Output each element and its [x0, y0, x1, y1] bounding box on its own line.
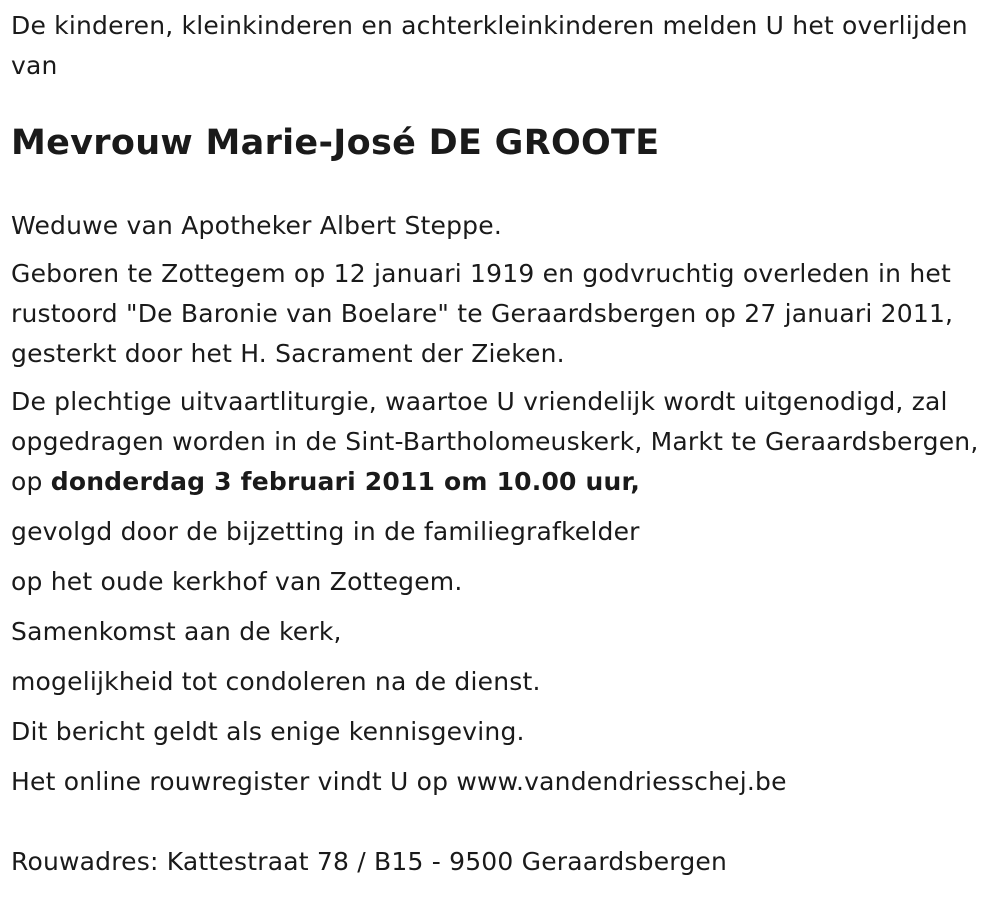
gathering-line: Samenkomst aan de kerk, [11, 617, 342, 646]
widow-line: Weduwe van Apotheker Albert Steppe. [11, 211, 502, 240]
intro-text: De kinderen, kleinkinderen en achterkleinkinderen melden U het overlijden van [11, 11, 968, 80]
burial-line-1: gevolgd door de bijzetting in de familiegrafkelder [11, 517, 640, 546]
funeral-text: De plechtige uitvaartliturgie, waartoe U vriendelijk wordt uitgenodigd, zal opgedragen worden in de Sint-Bartholomeuskerk, Markt te Geraardsbergen, op [11, 387, 979, 496]
condolences-line: mogelijkheid tot condoleren na de dienst. [11, 667, 541, 696]
spacer [11, 802, 996, 842]
burial-line-2: op het oude kerkhof van Zottegem. [11, 567, 463, 596]
funeral-date: donderdag 3 februari 2011 om 10.00 uur, [50, 467, 641, 496]
mourning-address: Rouwadres: Kattestraat 78 / B15 - 9500 Geraardsbergen [11, 847, 728, 876]
birth-death-text: Geboren te Zottegem op 12 januari 1919 en godvruchtig overleden in het rustoord "De Baronie van Boelare" te Geraardsbergen op 27 januari 2011, gesterkt door het H. Sacrament der Zieken. [11, 259, 954, 368]
death-notice [11, 6, 996, 882]
only-notice-line: Dit bericht geldt als enige kennisgeving. [11, 717, 525, 746]
funeral-paragraph [11, 382, 996, 502]
online-register-line: Het online rouwregister vindt U op www.vandendriesschej.be [11, 767, 787, 796]
deceased-name: Mevrouw Marie-José DE GROOTE [11, 123, 660, 163]
